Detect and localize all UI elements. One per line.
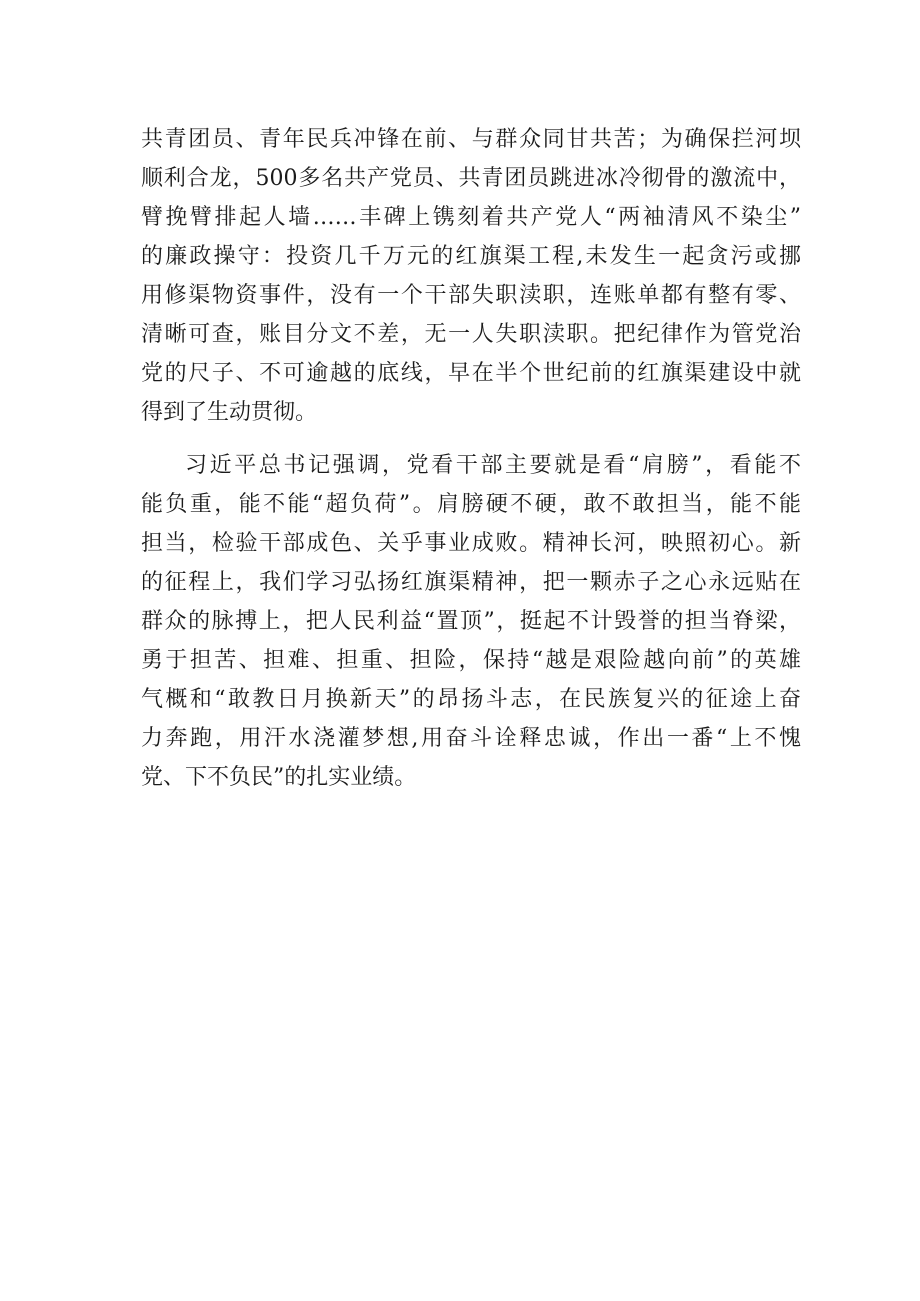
paragraph-2	[141, 446, 801, 797]
paragraph-line: 清晰可查，账目分文不差，无一人失职渎职。把纪律作为管党治	[141, 322, 801, 347]
paragraph-line: 习近平总书记强调，党看干部主要就是看“肩膀”，看能不	[185, 453, 801, 478]
document-body	[141, 120, 801, 797]
paragraph-1	[141, 120, 801, 432]
paragraph-line: 的廉政操守：投资几千万元的红旗渠工程,未发生一起贪污或挪	[141, 244, 801, 269]
paragraph-line: 党、下不负民”的扎实业绩。	[141, 765, 417, 790]
paragraph-line: 顺利合龙，500多名共产党员、共青团员跳进冰冷彻骨的激流中，	[141, 166, 801, 191]
paragraph-line: 担当，检验干部成色、关乎事业成败。精神长河，映照初心。新	[141, 531, 801, 556]
paragraph-line: 用修渠物资事件，没有一个干部失职渎职，连账单都有整有零、	[141, 283, 801, 308]
paragraph-line: 得到了生动贯彻。	[141, 400, 318, 425]
paragraph-line: 气概和“敢教日月换新天”的昂扬斗志，在民族复兴的征途上奋	[141, 687, 801, 712]
paragraph-line: 的征程上，我们学习弘扬红旗渠精神，把一颗赤子之心永远贴在	[141, 570, 801, 595]
paragraph-line: 群众的脉搏上，把人民利益“置顶”，挺起不计毁誉的担当脊梁，	[141, 609, 801, 634]
paragraph-line: 力奔跑，用汗水浇灌梦想,用奋斗诠释忠诚，作出一番“上不愧	[141, 726, 801, 751]
paragraph-spacer	[141, 432, 801, 446]
paragraph-line: 共青团员、青年民兵冲锋在前、与群众同甘共苦；为确保拦河坝	[141, 127, 801, 152]
paragraph-line: 勇于担苦、担难、担重、担险，保持“越是艰险越向前”的英雄	[141, 648, 801, 673]
paragraph-line: 党的尺子、不可逾越的底线，早在半个世纪前的红旗渠建设中就	[141, 361, 801, 386]
paragraph-line: 能负重，能不能“超负荷”。肩膀硬不硬，敢不敢担当，能不能	[141, 492, 801, 517]
paragraph-line: 臂挽臂排起人墙……丰碑上镌刻着共产党人“两袖清风不染尘”	[141, 205, 801, 230]
